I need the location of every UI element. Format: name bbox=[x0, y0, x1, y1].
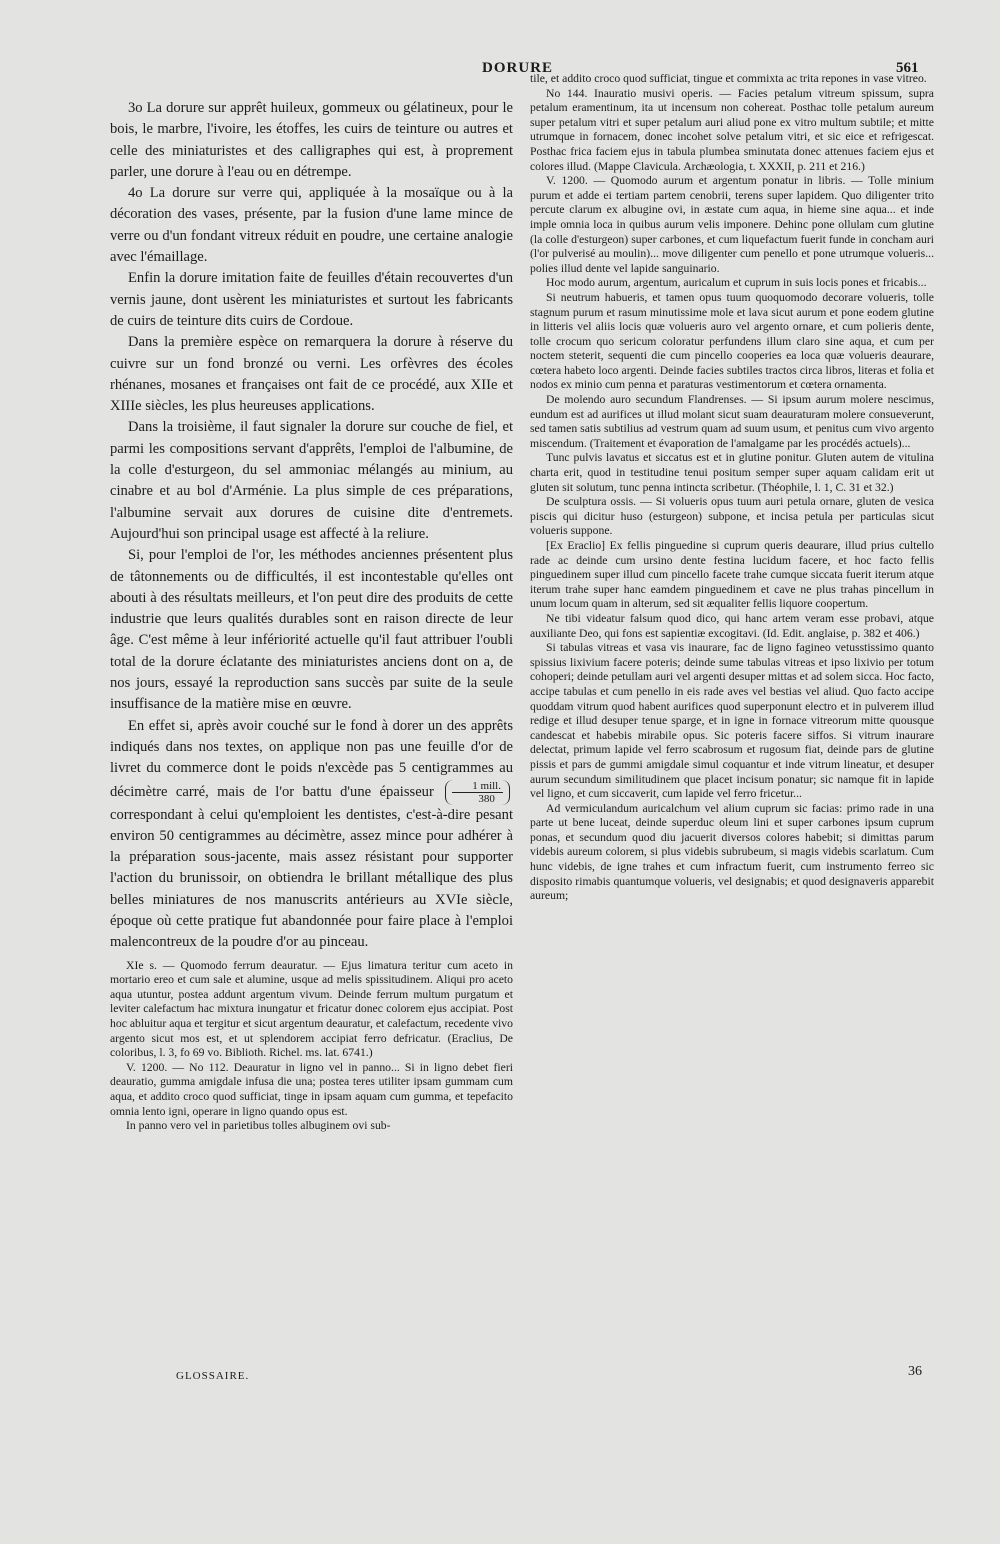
paragraph: Dans la troisième, il faut signaler la dorure sur couche de fiel, et parmi les compositions servant d'apprêts, l'emploi de l'albumine, de la colle d'esturgeon, du sel ammoniac mélangés au minium, au cinabre et au bol d'Arménie. La plus simple de ces préparations, l'albumine servait aux dorures de cuisine dite d'entremets. Aujourd'hui son principal usage est affecté à la reliure. bbox=[110, 419, 513, 542]
paragraph: 3o La dorure sur apprêt huileux, gommeux ou gélatineux, pour le bois, le marbre, l'ivoire, les étoffes, les cuirs de teinture ou autres et celle des miniaturistes et des calligraphes qui est, à proprement parler, une dorure à l'eau ou en détrempe. bbox=[110, 100, 513, 180]
citation-paragraph: Hoc modo aurum, argentum, auricalum et cuprum in suis locis pones et fricabis... bbox=[546, 276, 927, 290]
page-number: 561 bbox=[896, 60, 919, 76]
citation-paragraph: XIe s. — Quomodo ferrum deauratur. — Ejus limatura teritur cum aceto in mortario ereo et cum sale et alumine, usque ad melis spissitudinem. Aliqui pro aceto aqua utuntur, postea addunt argentum vivum. Deinde ferrum multum purgatum et leviter calefactum hac mixtura inungatur et fricatur donec colorem ejus accipiat. Post hoc abluitur aqua et tergitur et sicut argentum deauratur, et calefactum, recedente vivo argento sicut mos est, et ut splendorem accipiat ferro defricatur. (Eraclius, De coloribus, l. 3, fo 69 vo. Biblioth. Richel. ms. lat. 6741.) bbox=[110, 958, 513, 1060]
citation-paragraph: Si neutrum habueris, et tamen opus tuum quoquomodo decorare volueris, tolle stagnum purum et rasum minutissime mole et lava sicut aurum et pone eodem glutine in litteris vel aliis locis quæ volueris auro vel argento ornare, et cum polieris dente, tolle crocum quo sericum coloratur perfundens illum claro sine aqua, et cum per noctem steterit, sequenti die cum pincello cooperies ea loca quæ volueris deaurare, cœtera habeto loco argenti. Deinde facies subtiles tractos circa libros, literas et folia et nodos ex minio cum penna et paraturas vestimentorum et cœtera ornamenta. bbox=[530, 290, 934, 392]
sheet-number: 36 bbox=[908, 1364, 922, 1379]
paragraph-with-fraction bbox=[110, 716, 513, 954]
citation-paragraph: In panno vero vel in parietibus tolles albuginem ovi sub- bbox=[126, 1119, 391, 1133]
paragraph: Si, pour l'emploi de l'or, les méthodes anciennes présentent plus de tâtonnements ou de difficultés, il est incontestable qu'elles ont abouti à des résultats meilleurs, et l'on peut dire des produits de cette industrie que leurs qualités durables sont en raison directe de leur âge. C'est même à leur infériorité actuelle qu'il faut attribuer l'oubli total de la dorure éclatante des miniaturistes anciens dont on a, de nos jours, essayé la reproduction sans succès par suite de la seule insuffisance de la matière mise en œuvre. bbox=[110, 547, 513, 713]
citation-paragraph: No 144. Inauratio musivi operis. — Facies petalum vitreum spissum, supra petalum eramentinum, ita ut incensum non cohereat. Posthac tolle petalum aureum super petalum vitri et super petalum auri aliud pone ex vitro multum subtile; et mitte utrumque in fornacem, donec incohet solve petalum vitri, et sic eice et refrigescat. Posthac frica faciem ejus in tabula plumbea sminutata donec attenues faciem ejus et colores illud. (Mappe Clavicula. Archæologia, t. XXXII, p. 211 et 216.) bbox=[530, 86, 934, 173]
paragraph: Dans la première espèce on remarquera la dorure à réserve du cuivre sur un fond bronzé ou verni. Les orfèvres des écoles rhénanes, mosanes et françaises ont fait de ce procédé, aux XIIe et XIIIe siècles, les plus heureuses applications. bbox=[110, 334, 513, 415]
left-column bbox=[110, 98, 513, 1134]
paragraph-text: En effet si, après avoir couché sur le fond à dorer un des apprêts indiqués dans nos textes, on applique non pas une feuille d'or de livret du commerce dont le poids n'excède pas 5 centigrammes au décimètre carré, mais de l'or battu d'une épaisseur bbox=[110, 717, 513, 800]
signature-mark: GLOSSAIRE. bbox=[176, 1370, 250, 1382]
citation-paragraph: V. 1200. — Quomodo aurum et argentum ponatur in libris. — Tolle minium purum et adde ei tertiam partem cenobrii, terens super lapidem. Quo diligenter trito percute clarum ex albugine ovi, in æstate cum aqua, in hieme sine aqua... et inde imple omnia loca in quibus aurum velis imponere. Dehinc pone ollulam cum glutine (la colle d'esturgeon) super carbones, et cum liquefactum fuerit funde in concham auri (l'or pulverisé au moulin)... move diligenter cum penello et pone utrumque volueris... polies illud dente vel lapide sanguinario. bbox=[530, 174, 934, 275]
citation-paragraph: De molendo auro secundum Flandrenses. — Si ipsum aurum molere nescimus, eundum est ad aurifices ut illud molant sicut suam deauraturam molere consueverunt, sed tamen satis subtilius ad vestrum quam ad suum usum, et penitus cum vivo argento miscendum. (Traitement et évaporation de l'amalgame par les procédés actuels)... bbox=[530, 393, 934, 450]
citation-paragraph: Ad vermiculandum auricalchum vel alium cuprum sic facias: primo rade in una parte ut bene luceat, deinde superduc oleum lini et super carbones ipsum cuprum ponas, et secundum quod diu jacuerit diversos colores habebit; si dimittas parum videbis aureum colorem, si plus videbis subrubeum, si magis videbis scarlatum. Cum hunc videbis, de igne trahes et cum infractum fuerit, cum instrumento ferreo sic disposito rimabis quantumque volueris, vel designabis; et quod designaveris apparebit aureum; bbox=[530, 801, 934, 903]
citation-paragraph: V. 1200. — No 112. Deauratur in ligno vel in panno... Si in ligno debet fieri deauratio, gumma amigdale infusa die una; postea teres utiliter ipsam gummam cum aqua, et addito croco quod sufficiat, tinge in ipsam aquam cum gumma, et tepefacito omnia lento igni, operare in ligno quando opus est. bbox=[110, 1060, 513, 1118]
citation-paragraph: Tunc pulvis lavatus et siccatus est et in glutine ponitur. Gluten autem de vitulina charta erit, quod in testitudine tenui positum semper super aquam calidam erit ut gluten sit solutum, tunc penna intincta scribetur. (Théophile, l. 1, C. 31 et 32.) bbox=[530, 451, 934, 494]
citation-paragraph: [Ex Eraclio] Ex fellis pinguedine si cuprum queris deaurare, illud prius cultello rade ac deinde cum ursino dente festina lucidum facere, et hoc facto fellis pinguedinem super illud cum pincello facete trahe cumque siccata fuerit iterum atque iterum trahe super hanc eamdem pinguedinem et cave ne plus trahas pincellum in unum locum quam in alterum, sed sit æqualiter fellis liquore coopertum. bbox=[530, 539, 934, 611]
paragraph: 4o La dorure sur verre qui, appliquée à la mosaïque ou à la décoration des vases, présente, par la fusion d'une lame mince de verre ou d'un fondant vitreux réduit en poudre, une certaine analogie avec l'émaillage. bbox=[110, 185, 513, 266]
paragraph: Enfin la dorure imitation faite de feuilles d'étain recouvertes d'un vernis jaune, dont usèrent les miniaturistes et surtout les fabricants de cuirs de teinture dits cuirs de Cordoue. bbox=[110, 270, 513, 329]
fraction-denominator: 380 bbox=[478, 792, 495, 805]
thickness-fraction bbox=[445, 780, 510, 805]
citation-paragraph: Ne tibi videatur falsum quod dico, qui hanc artem veram esse probavi, atque auxiliante Deo, qui fons est sapientiæ excogitavi. (Id. Edit. anglaise, p. 382 et 406.) bbox=[530, 611, 934, 640]
running-head-title: DORURE bbox=[482, 60, 554, 76]
right-column bbox=[530, 72, 934, 904]
citation-paragraph: Si tabulas vitreas et vasa vis inaurare, fac de ligno fagineo vetusstissimo quanto spissius lixivium facere poteris; deinde sume tabulas vitreas et ipso lixivio per totum cohoperi; deinde petullam auri vel argenti desuper mittas et ad solem sicca. Hoc facto, accipe tabulas et cum penello in eis rade aves vel bestias vel aliud. Quo facto accipe quoddam vitrum quod habent aurifices quod superponunt electro et in pulverem illud redige et illud desuper tenue sparge, et in igne in fornace vitreorum mitte quousque candescat et habebis mirabile opus. Sic poteris facere siffos. Si vitrum inaurare delectat, primum lapide vel ferro scabrosum et rugosum fiat, deinde pars de glutine pissis et pars de gummi amigdale simul coquantur et inde vitrum lineatur, et desuper aurum secundum similitudinem que placet incisum ponatur; sic namque fit in lapide vel ligno, et cum siccaverit, cum lapide vel ferro fricetur... bbox=[530, 641, 934, 801]
fraction-numerator: 1 mill. bbox=[452, 780, 503, 793]
citation-paragraph: De sculptura ossis. — Si volueris opus tuum auri petula ornare, gluten de vesica piscis qui dicitur huso (esturgeon) subpone, et incisa petula per particulas sicut volueris suppone. bbox=[530, 495, 934, 538]
citation-paragraph: tile, et addito croco quod sufficiat, tingue et commixta ac trita repones in vase vitreo. bbox=[530, 72, 927, 85]
paragraph-text: correspondant à celui qu'emploient les dentistes, c'est-à-dire pesant environ 50 centigrammes au décimètre, assez mince pour adhérer à la préparation sous-jacente, mais assez résistant pour supporter l'action du brunissoir, on obtiendra le brillant métallique des plus belles miniatures de nos manuscrits antérieurs au XVIe siècle, époque où cette pratique fut abandonnée pour faire place à l'emploi malencontreux de la poudre d'or au pinceau. bbox=[110, 806, 513, 951]
